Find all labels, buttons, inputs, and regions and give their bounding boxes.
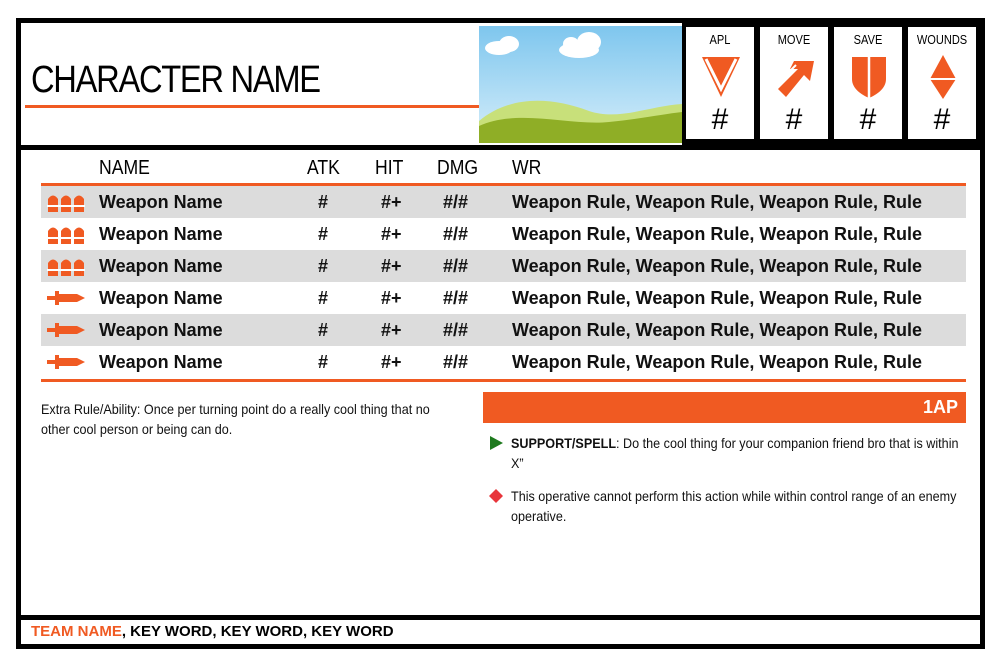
weapon-rules: Weapon Rule, Weapon Rule, Weapon Rule, Rule — [512, 192, 923, 212]
weapon-name: Weapon Name — [99, 224, 223, 244]
stat-value: # — [785, 103, 803, 136]
weapon-hit: #+ — [381, 192, 402, 212]
footer-keywords — [31, 623, 394, 640]
ranged-bullets-icon — [47, 256, 85, 276]
col-header-wr: WR — [512, 157, 542, 179]
weapon-dmg: #/# — [443, 288, 469, 308]
weapon-row — [41, 218, 966, 250]
weapon-rules: Weapon Rule, Weapon Rule, Weapon Rule, Rule — [512, 320, 923, 340]
stat-label: SAVE — [853, 32, 883, 47]
portrait-image — [479, 26, 682, 143]
support-label: SUPPORT/SPELL — [511, 435, 617, 451]
weapon-atk: # — [317, 256, 328, 276]
stat-value: # — [933, 103, 951, 136]
stat-label: APL — [709, 32, 731, 47]
weapon-row — [41, 346, 966, 378]
move-arrow-icon — [774, 55, 816, 99]
warning-diamond-icon — [489, 489, 503, 503]
team-name: TEAM NAME — [31, 623, 122, 640]
stat-value: # — [859, 103, 877, 136]
restriction-text: This operative cannot perform this action while within control range of an enemy operative. — [511, 488, 957, 524]
weapon-row — [41, 186, 966, 218]
weapon-hit: #+ — [381, 288, 402, 308]
name-underline — [25, 105, 505, 108]
weapon-name: Weapon Name — [99, 288, 223, 308]
weapon-dmg: #/# — [443, 320, 469, 340]
apl-chevron-icon — [700, 55, 742, 99]
save-shield-icon — [848, 55, 890, 99]
weapon-name: Weapon Name — [99, 256, 223, 276]
col-header-name: NAME — [99, 157, 150, 179]
keywords: , KEY WORD, KEY WORD, KEY WORD — [121, 623, 394, 640]
support-text-block — [511, 433, 961, 473]
col-header-hit: HIT — [375, 157, 404, 179]
weapon-atk: # — [317, 352, 328, 372]
header — [21, 23, 980, 145]
stat-apl — [686, 27, 754, 139]
weapon-row — [41, 282, 966, 314]
footer-divider — [21, 615, 980, 620]
weapon-row — [41, 250, 966, 282]
melee-blade-icon — [47, 288, 85, 308]
weapon-rules: Weapon Rule, Weapon Rule, Weapon Rule, Rule — [512, 288, 923, 308]
weapon-dmg: #/# — [443, 224, 469, 244]
stat-wounds — [908, 27, 976, 139]
ranged-bullets-icon — [47, 224, 85, 244]
weapon-atk: # — [317, 192, 328, 212]
melee-blade-icon — [47, 352, 85, 372]
weapon-name: Weapon Name — [99, 192, 223, 212]
support-text: : Do the cool thing for your companion friend bro that is within X” — [511, 435, 959, 471]
play-triangle-icon — [489, 436, 503, 450]
weapons-table — [41, 186, 966, 378]
weapon-dmg: #/# — [443, 352, 469, 372]
name-area — [21, 23, 479, 145]
weapon-name: Weapon Name — [99, 320, 223, 340]
weapon-name: Weapon Name — [99, 352, 223, 372]
ranged-bullets-icon — [47, 192, 85, 212]
col-header-dmg: DMG — [437, 157, 479, 179]
weapon-atk: # — [317, 224, 328, 244]
header-divider — [21, 145, 980, 150]
col-header-atk: ATK — [307, 157, 340, 179]
stat-save — [834, 27, 902, 139]
weapon-rules: Weapon Rule, Weapon Rule, Weapon Rule, Rule — [512, 224, 923, 244]
action-cost-bar — [483, 392, 966, 423]
weapon-hit: #+ — [381, 352, 402, 372]
stat-label: WOUNDS — [916, 32, 968, 47]
extra-rule-text — [41, 399, 461, 439]
weapon-hit: #+ — [381, 224, 402, 244]
weapon-hit: #+ — [381, 256, 402, 276]
character-name: CHARACTER NAME — [31, 59, 320, 101]
stats-panel — [682, 23, 980, 145]
extra-rule-body: Extra Rule/Ability: Once per turning point do a really cool thing that no other cool person or being can do. — [41, 401, 430, 437]
weapon-row — [41, 314, 966, 346]
weapon-atk: # — [317, 288, 328, 308]
stat-move — [760, 27, 828, 139]
action-cost: 1AP — [922, 397, 958, 417]
wounds-diamond-icon — [922, 55, 964, 99]
datacard — [16, 18, 985, 649]
table-bottom-rule — [41, 379, 966, 382]
stat-label: MOVE — [777, 32, 811, 47]
weapon-hit: #+ — [381, 320, 402, 340]
weapon-rules: Weapon Rule, Weapon Rule, Weapon Rule, Rule — [512, 352, 923, 372]
weapon-dmg: #/# — [443, 256, 469, 276]
weapon-atk: # — [317, 320, 328, 340]
melee-blade-icon — [47, 320, 85, 340]
stat-value: # — [711, 103, 729, 136]
weapon-rules: Weapon Rule, Weapon Rule, Weapon Rule, Rule — [512, 256, 923, 276]
weapon-dmg: #/# — [443, 192, 469, 212]
